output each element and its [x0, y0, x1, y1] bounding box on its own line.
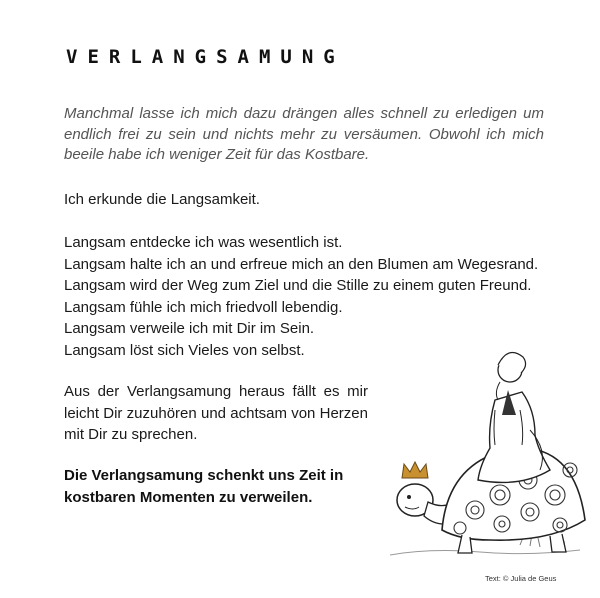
page-title: VERLANGSAMUNG [66, 46, 345, 68]
closing-paragraph: Die Verlangsamung schenkt uns Zeit in kostbaren Momenten zu verweilen. [64, 467, 344, 506]
intro-paragraph: Manchmal lasse ich mich dazu drängen alles schnell zu erledigen um endlich frei zu sein und nichts mehr zu versäumen. Obwohl ich mich beeile habe ich weniger Zeit für das Kostbare. [64, 105, 544, 163]
line-item: Langsam halte ich an und erfreue mich an den Blumen am Wegesrand. [64, 255, 539, 273]
turtle-with-rider-illustration [370, 330, 600, 570]
line-item: Langsam verweile ich mit Dir im Sein. [64, 320, 315, 337]
line-item: Langsam fühle ich mich friedvoll lebendig. [64, 298, 343, 316]
paragraph-langsamkeit: Ich erkunde die Langsamkeit. [64, 191, 260, 208]
copyright-credit: Text: © Julia de Geus [485, 574, 557, 583]
paragraph-verlangsamung: Aus der Verlangsamung heraus fällt es mir leicht Dir zuzuhören und achtsam von Herzen mit Dir zu sprechen. [64, 383, 368, 443]
line-item: Langsam löst sich Vieles von selbst. [64, 341, 305, 359]
line-item: Langsam wird der Weg zum Ziel und die Stille zu einem guten Freund. [64, 277, 532, 294]
line-item: Langsam entdecke ich was wesentlich ist. [64, 234, 343, 251]
